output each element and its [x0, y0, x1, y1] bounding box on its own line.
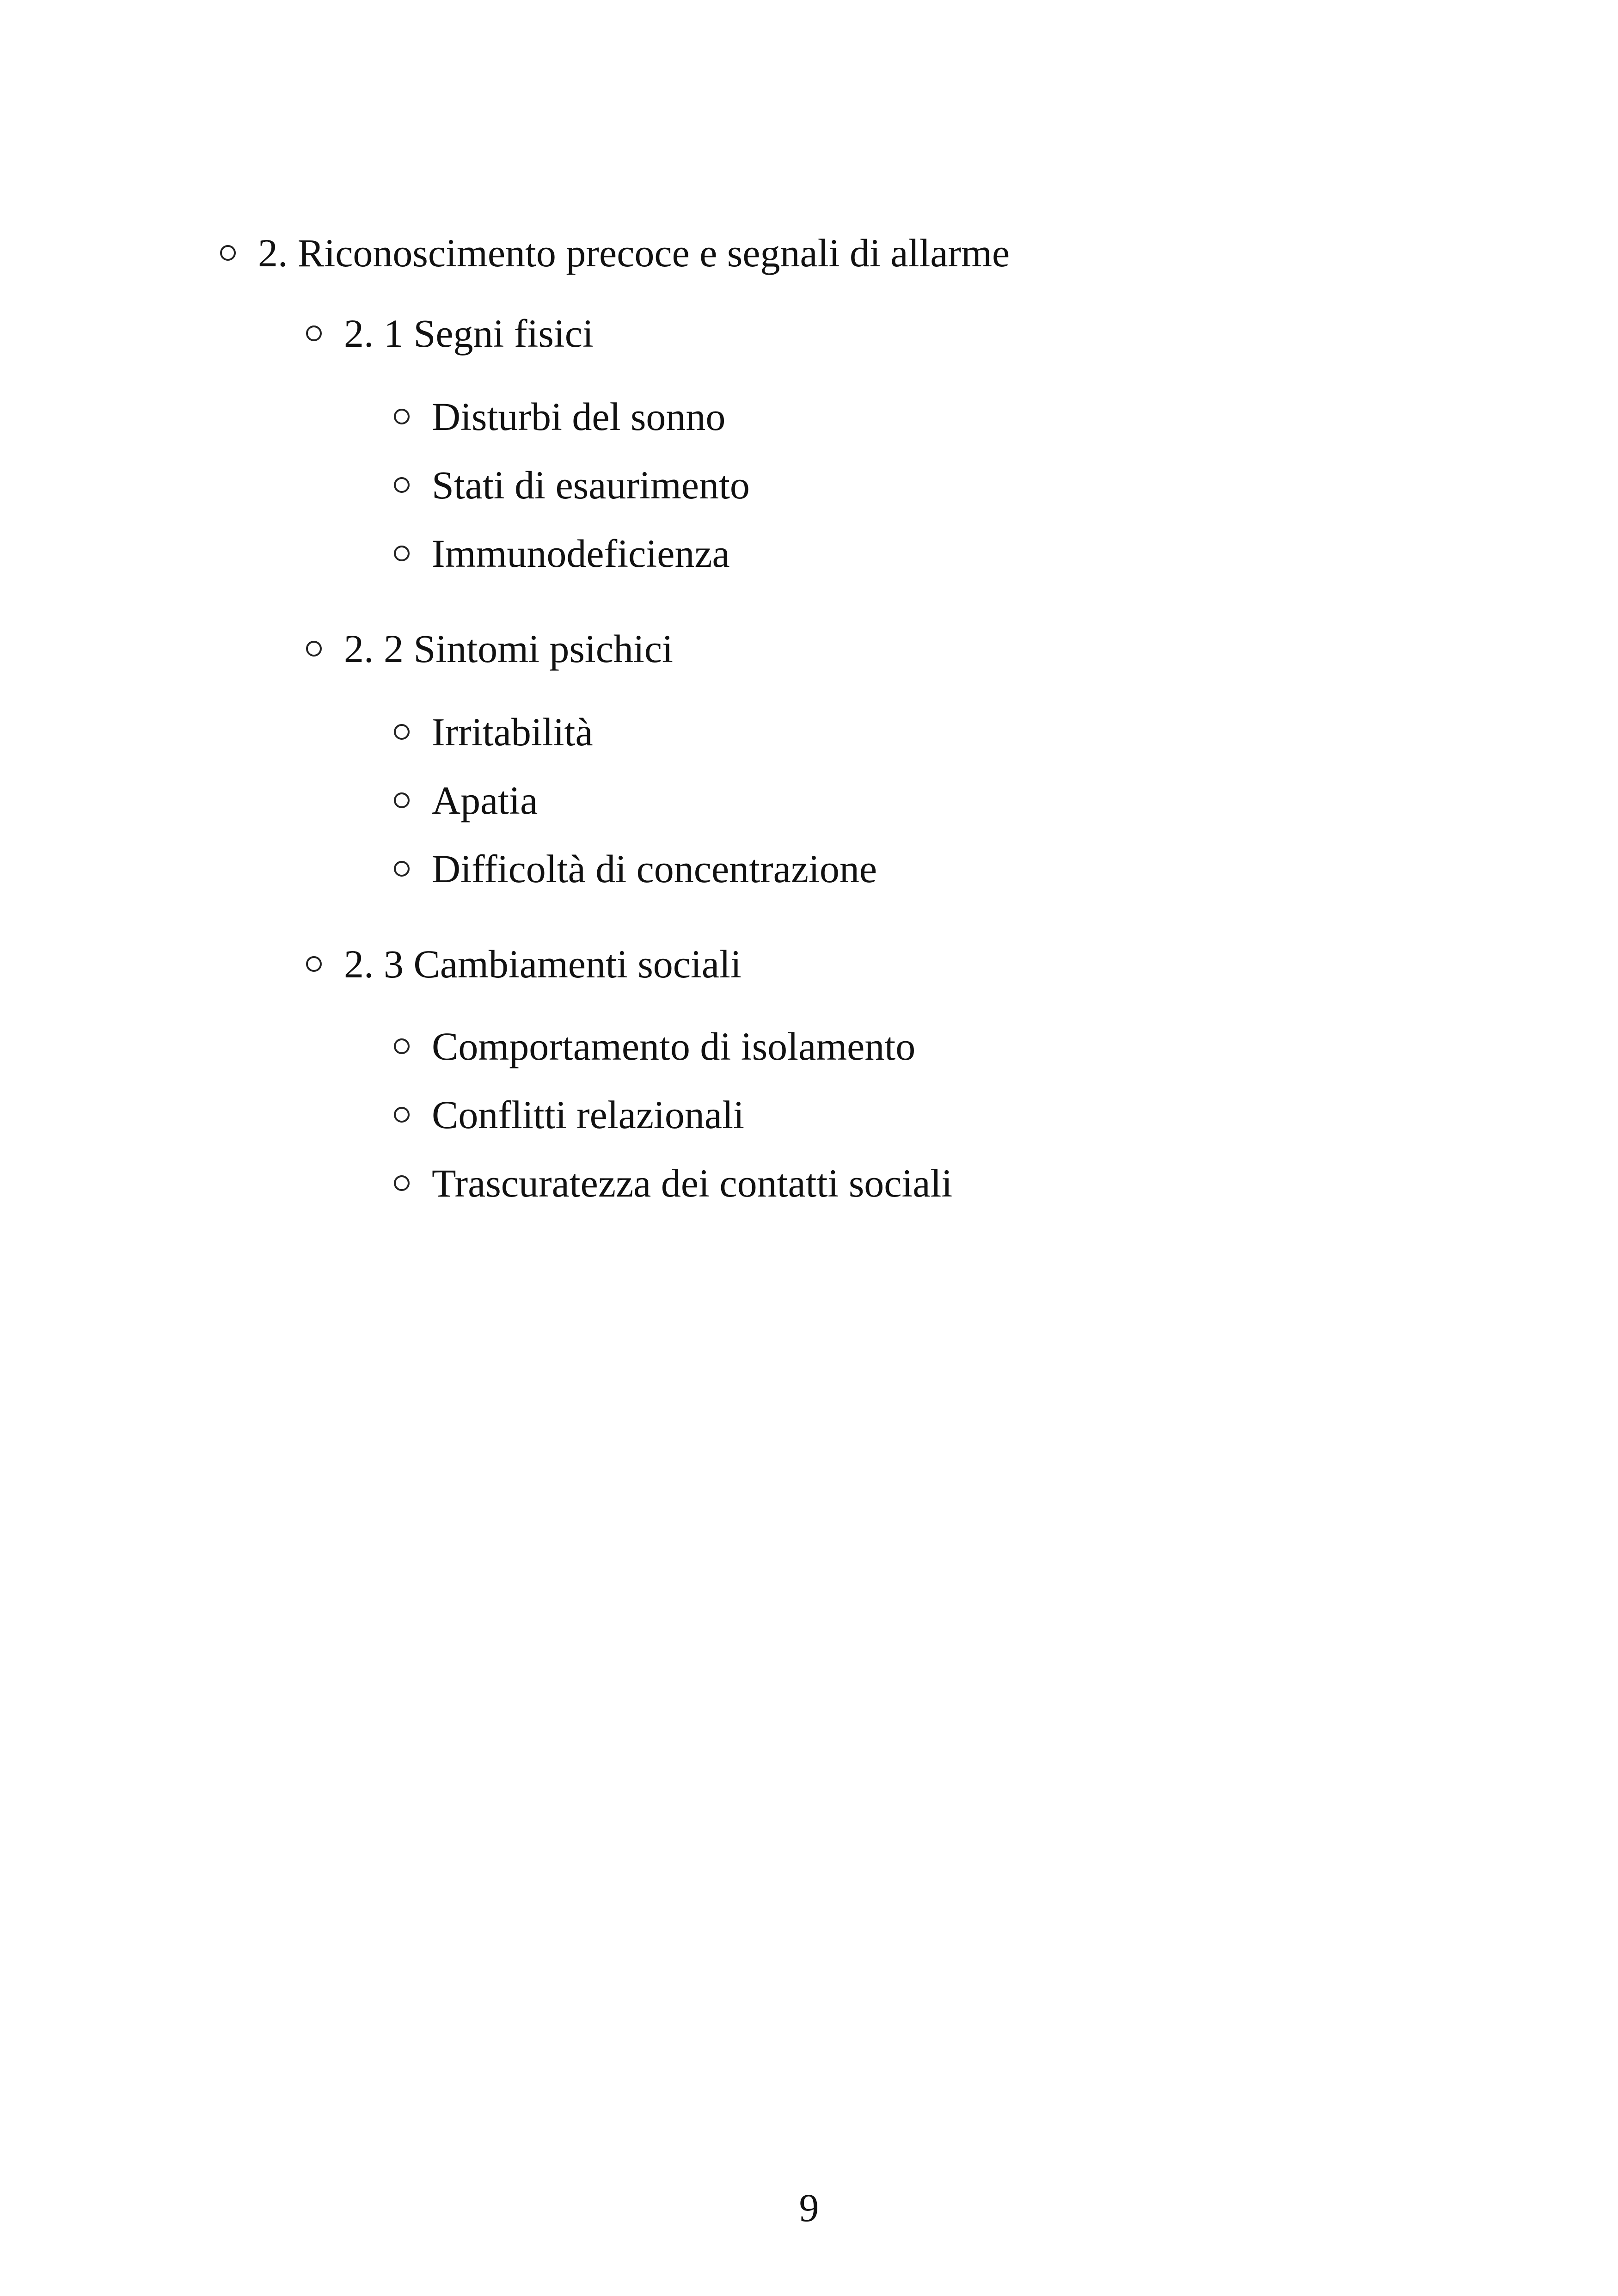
outline-title: 2. Riconoscimento precoce e segnali di allarme [258, 231, 1010, 275]
outline-item-level2 [306, 308, 594, 359]
hollow-circle-bullet-icon [394, 724, 410, 740]
list-item-text: Comportamento di isolamento [432, 1024, 916, 1068]
section-heading: 2. 1 Segni fisici [344, 311, 594, 356]
list-item-text: Apatia [432, 778, 538, 823]
outline-item-level3 [394, 843, 877, 894]
outline-item-level1 [220, 227, 1010, 278]
list-item-text: Conflitti relazionali [432, 1093, 744, 1137]
hollow-circle-bullet-icon [394, 792, 410, 808]
outline-item-level3 [394, 775, 538, 826]
hollow-circle-bullet-icon [394, 409, 410, 424]
outline-item-level3 [394, 706, 593, 757]
list-item-text: Stati di esaurimento [432, 463, 750, 507]
hollow-circle-bullet-icon [306, 956, 322, 972]
section-heading: 2. 2 Sintomi psichici [344, 626, 673, 671]
section-heading: 2. 3 Cambiamenti sociali [344, 942, 742, 986]
list-item-text: Trascuratezza dei contatti sociali [432, 1161, 953, 1205]
outline-item-level2 [306, 623, 673, 674]
list-item-text: Disturbi del sonno [432, 394, 726, 439]
outline-item-level2 [306, 939, 742, 989]
outline-item-level3 [394, 460, 750, 510]
hollow-circle-bullet-icon [394, 1175, 410, 1191]
hollow-circle-bullet-icon [394, 1107, 410, 1123]
outline-item-level3 [394, 1158, 952, 1209]
hollow-circle-bullet-icon [394, 477, 410, 493]
hollow-circle-bullet-icon [394, 1038, 410, 1054]
list-item-text: Irritabilità [432, 710, 593, 754]
list-item-text: Difficoltà di concentrazione [432, 847, 877, 891]
hollow-circle-bullet-icon [306, 641, 322, 657]
hollow-circle-bullet-icon [306, 325, 322, 341]
outline-item-level3 [394, 1021, 915, 1072]
page-number: 9 [799, 2185, 819, 2230]
outline-item-level3 [394, 528, 730, 579]
list-item-text: Immunodeficienza [432, 531, 730, 576]
hollow-circle-bullet-icon [220, 245, 236, 261]
outline-item-level3 [394, 391, 725, 442]
hollow-circle-bullet-icon [394, 546, 410, 561]
outline-item-level3 [394, 1089, 744, 1140]
hollow-circle-bullet-icon [394, 861, 410, 877]
